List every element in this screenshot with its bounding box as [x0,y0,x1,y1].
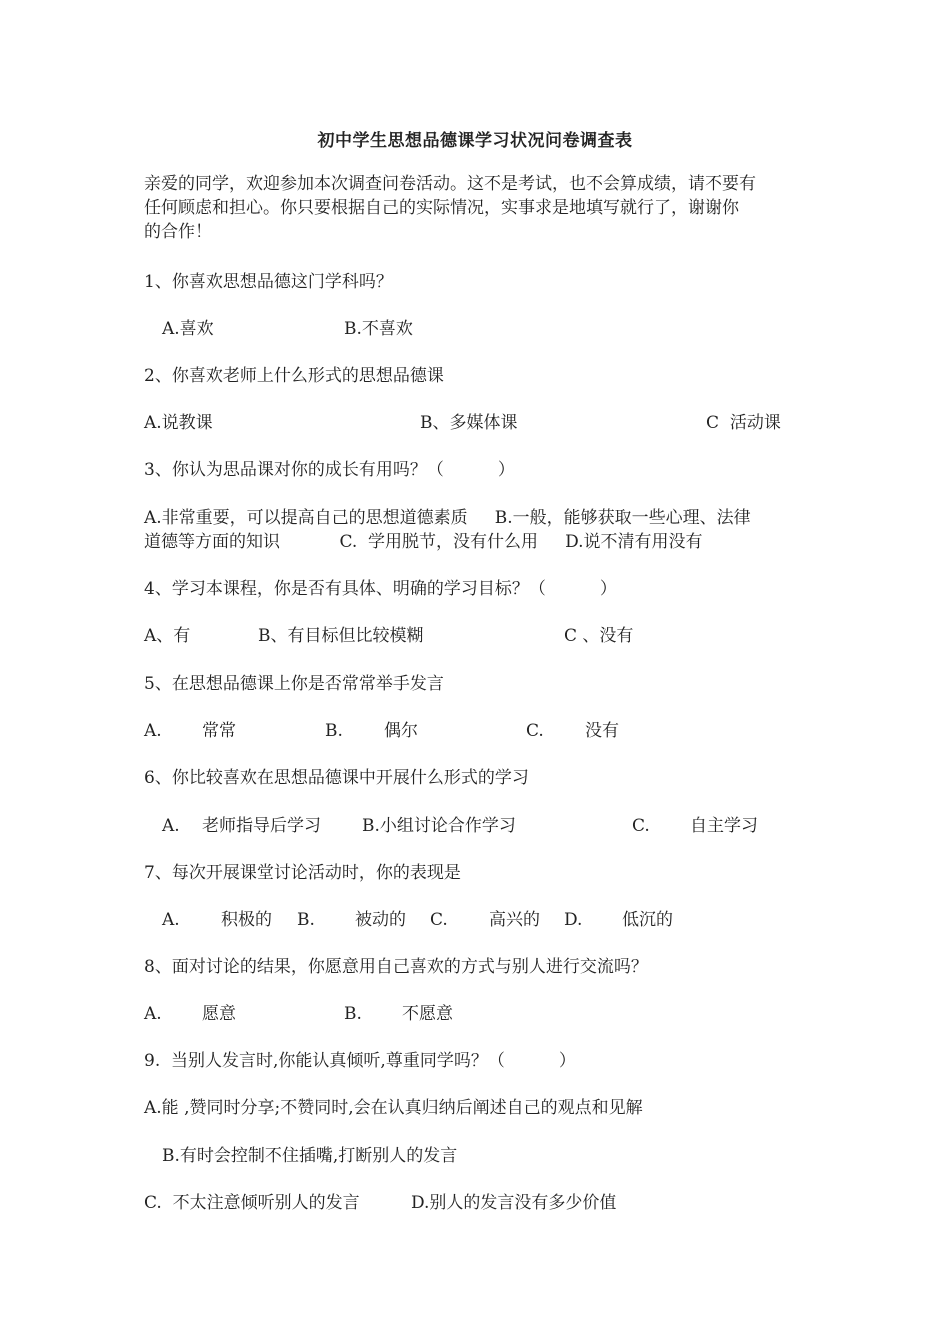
question-8-option-a-text: 愿意 [202,1004,236,1024]
intro-line: 的合作！ [144,222,212,242]
question-2-option-a: A.说教课 [144,413,213,433]
document-title: 初中学生思想品德课学习状况问卷调查表 [317,131,633,151]
question-5-option-c-letter: C. [526,721,544,741]
intro-line: 亲爱的同学，欢迎参加本次调查问卷活动。这不是考试，也不会算成绩，请不要有 [144,174,756,194]
question-9: 9. 当别人发言时,你能认真倾听,尊重同学吗？（ ） [144,1051,576,1071]
question-8: 8、面对讨论的结果，你愿意用自己喜欢的方式与别人进行交流吗？ [144,957,648,977]
question-5-option-a-letter: A. [144,721,162,741]
question-1-option-b: B.不喜欢 [344,319,413,339]
question-5-option-c-text: 没有 [585,721,619,741]
question-1: 1、你喜欢思想品德这门学科吗？ [144,272,393,292]
question-6-option-c-letter: C. [632,816,650,836]
question-3-options-line: 道德等方面的知识 C. 学用脱节，没有什么用 D.说不清有用没有 [144,532,703,552]
question-9-option-c: C. 不太注意倾听别人的发言 [144,1193,360,1213]
question-6-option-b: B.小组讨论合作学习 [362,816,516,836]
question-4-option-b: B、有目标但比较模糊 [258,626,424,646]
question-7-option-d-text: 低沉的 [622,910,673,930]
question-7-option-c-letter: C. [430,910,448,930]
question-8-option-b-text: 不愿意 [402,1004,453,1024]
question-7: 7、每次开展课堂讨论活动时，你的表现是 [144,863,461,883]
question-4: 4、学习本课程，你是否有具体、明确的学习目标？（ ） [144,579,617,599]
intro-line: 任何顾虑和担心。你只要根据自己的实际情况，实事求是地填写就行了，谢谢你 [144,198,739,218]
question-4-option-c: C 、没有 [564,626,634,646]
question-7-option-b-letter: B. [297,910,315,930]
question-5: 5、在思想品德课上你是否常常举手发言 [144,674,444,694]
question-6-option-a-letter: A. [162,816,180,836]
question-8-option-a-letter: A. [144,1004,162,1024]
question-9-option-d: D.别人的发言没有多少价值 [411,1193,617,1213]
question-7-option-d-letter: D. [564,910,583,930]
question-6-option-a-text: 老师指导后学习 [202,816,321,836]
question-1-option-a: A.喜欢 [162,319,214,339]
intro-paragraph [144,172,812,244]
question-7-option-c-text: 高兴的 [489,910,540,930]
question-2-option-c: C 活动课 [706,413,781,433]
question-9-option-b: B.有时会控制不住插嘴,打断别人的发言 [162,1146,458,1166]
question-7-option-a-text: 积极的 [221,910,272,930]
question-3-options-line: A.非常重要，可以提高自己的思想道德素质 B.一般，能够获取一些心理、法律 [144,508,751,528]
question-2-option-b: B、多媒体课 [420,413,518,433]
question-6-option-c-text: 自主学习 [690,816,758,836]
question-4-option-a: A、有 [144,626,191,646]
question-5-option-b-letter: B. [325,721,343,741]
question-7-option-b-text: 被动的 [355,910,406,930]
question-9-option-a: A.能 ,赞同时分享;不赞同时,会在认真归纳后阐述自己的观点和见解 [144,1098,643,1118]
question-8-option-b-letter: B. [344,1004,362,1024]
question-6: 6、你比较喜欢在思想品德课中开展什么形式的学习 [144,768,529,788]
question-3: 3、你认为思品课对你的成长有用吗？（ ） [144,460,515,480]
question-7-option-a-letter: A. [162,910,180,930]
question-5-option-a-text: 常常 [202,721,236,741]
question-5-option-b-text: 偶尔 [384,721,418,741]
question-2: 2、你喜欢老师上什么形式的思想品德课 [144,366,444,386]
